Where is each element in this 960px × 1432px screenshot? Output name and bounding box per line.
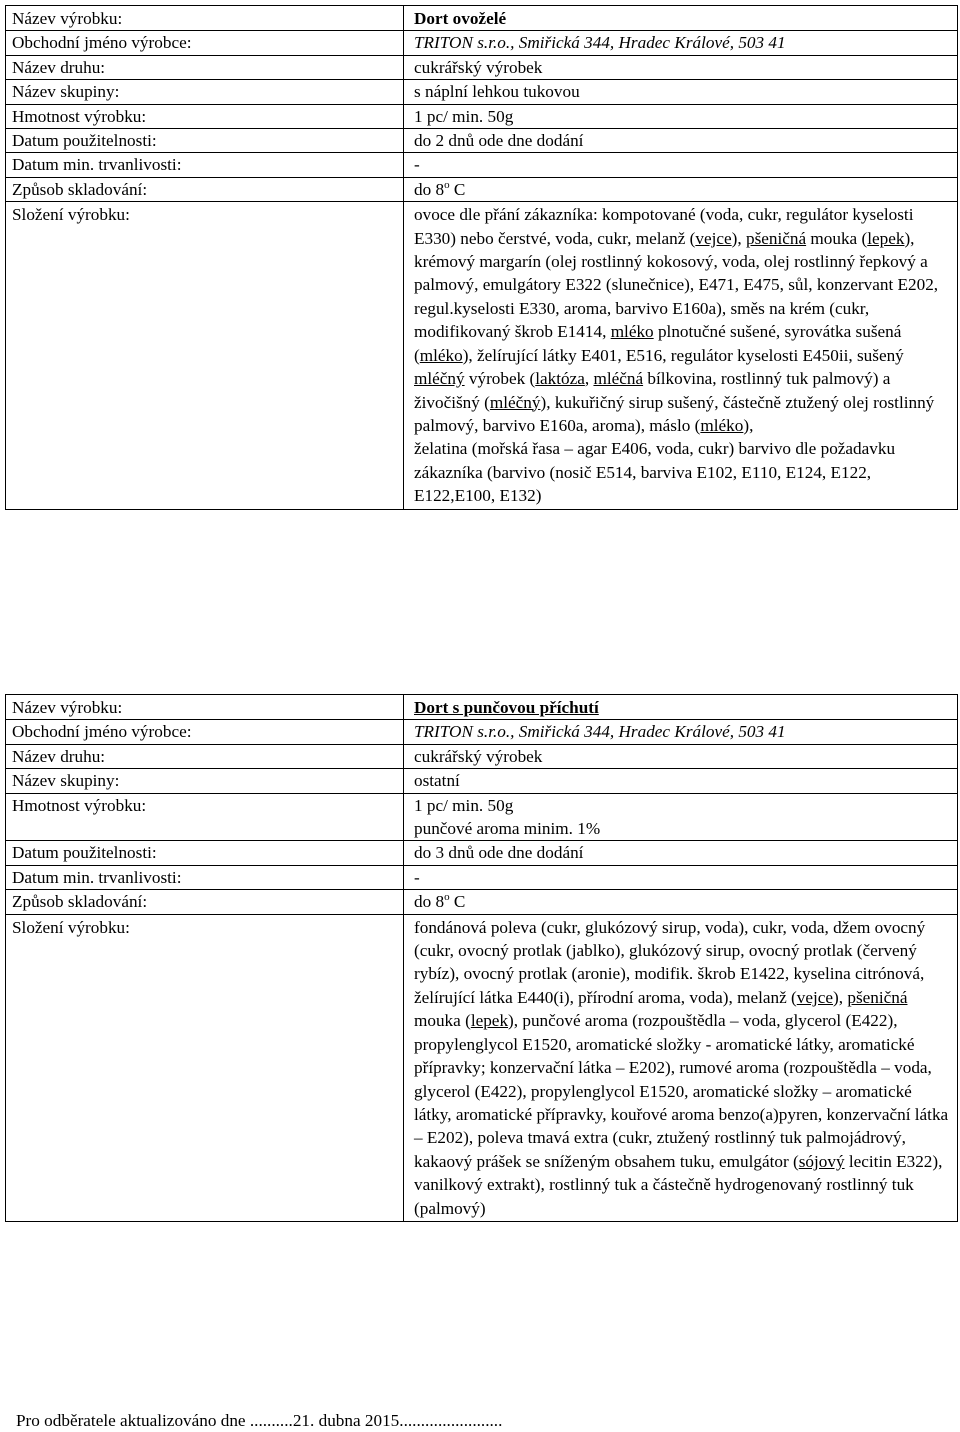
allergen: vejce bbox=[796, 987, 834, 1007]
weight-line-2: punčové aroma minim. 1% bbox=[414, 819, 601, 839]
manufacturer: TRITON s.r.o., Smiřická 344, Hradec Králové, 503 41 bbox=[404, 720, 958, 744]
best-before-value: - bbox=[404, 153, 958, 177]
row-manufacturer bbox=[6, 720, 958, 744]
row-product-name bbox=[6, 6, 958, 31]
label: Způsob skladování: bbox=[6, 177, 404, 201]
label: Složení výrobku: bbox=[6, 914, 404, 1221]
label: Název druhu: bbox=[6, 744, 404, 768]
composition-text: fondánová poleva (cukr, glukózový sirup, voda), cukr, voda, džem ovocný (cukr, ovocný protlak (jablko), glukózový sirup, ovocný protlak (červený rybíz), ovocný protlak (aronie), modifik. škrob E1422, kyselina citrónová, želírující látka E440(i), přírodní aroma, voda), melanž (vejce), pšeničná mouka (lepek), punčové aroma (rozpouštědla – voda, glycerol (E422), propylenglycol E1520, aromatické složky - aromatické látky, aromatické přípravky; konzervační látka – E202), rumové aroma (rozpouštědla – voda, glycerol (E422), propylenglycol E1520, aromatické složky – aromatické látky, aromatické přípravky, kouřové aroma benzo(a)pyren, konzervační látka – E202), poleva tmavá extra (cukr, ztužený rostlinný tuk palmojádrový, kakaový prášek se sníženým obsahem tuku, emulgátor (sójový lecitin E322), vanilkový extrakt), rostlinný tuk a částečně hydrogenovaný rostlinný tuk (palmový) bbox=[404, 914, 958, 1221]
allergen: laktóza bbox=[535, 369, 585, 389]
weight-value: 1 pc/ min. 50g bbox=[404, 104, 958, 128]
row-composition bbox=[6, 202, 958, 509]
label: Název skupiny: bbox=[6, 769, 404, 793]
allergen: mléčný bbox=[414, 369, 465, 389]
row-use-by bbox=[6, 129, 958, 153]
storage-pre: do 8 bbox=[414, 892, 445, 912]
row-group bbox=[6, 80, 958, 104]
use-by-value: do 2 dnů ode dne dodání bbox=[404, 129, 958, 153]
label: Obchodní jméno výrobce: bbox=[6, 720, 404, 744]
group-value: ostatní bbox=[404, 769, 958, 793]
row-product-name bbox=[6, 695, 958, 720]
label: Datum použitelnosti: bbox=[6, 841, 404, 865]
allergen: mléko bbox=[610, 322, 654, 342]
best-before-value: - bbox=[404, 865, 958, 889]
update-footer: Pro odběratele aktualizováno dne ..........21. dubna 2015........................ bbox=[16, 1411, 503, 1430]
row-use-by bbox=[6, 841, 958, 865]
label: Název druhu: bbox=[6, 55, 404, 79]
label: Hmotnost výrobku: bbox=[6, 104, 404, 128]
type-value: cukrářský výrobek bbox=[404, 55, 958, 79]
row-weight bbox=[6, 793, 958, 841]
product-sheet-puncova bbox=[5, 694, 958, 1222]
row-group bbox=[6, 769, 958, 793]
label: Název výrobku: bbox=[6, 6, 404, 31]
weight-line-1: 1 pc/ min. 50g bbox=[414, 795, 514, 815]
label: Hmotnost výrobku: bbox=[6, 793, 404, 841]
storage-value bbox=[404, 890, 958, 914]
label: Složení výrobku: bbox=[6, 202, 404, 509]
allergen: sójový bbox=[798, 1151, 845, 1171]
row-composition bbox=[6, 914, 958, 1221]
row-storage bbox=[6, 890, 958, 914]
label: Obchodní jméno výrobce: bbox=[6, 31, 404, 55]
allergen: lepek bbox=[470, 1011, 509, 1031]
product-sheet-ovozele bbox=[5, 5, 958, 510]
allergen: pšeničná bbox=[745, 228, 807, 248]
type-value: cukrářský výrobek bbox=[404, 744, 958, 768]
label: Způsob skladování: bbox=[6, 890, 404, 914]
row-type bbox=[6, 744, 958, 768]
label: Datum min. trvanlivosti: bbox=[6, 153, 404, 177]
storage-value bbox=[404, 177, 958, 201]
row-type bbox=[6, 55, 958, 79]
allergen: mléčný bbox=[489, 392, 541, 412]
row-best-before bbox=[6, 153, 958, 177]
storage-pre: do 8 bbox=[414, 179, 445, 199]
allergen: lepek bbox=[867, 228, 905, 248]
use-by-value: do 3 dnů ode dne dodání bbox=[404, 841, 958, 865]
allergen: mléko bbox=[419, 345, 463, 365]
row-storage bbox=[6, 177, 958, 201]
row-best-before bbox=[6, 865, 958, 889]
allergen: vejce bbox=[695, 228, 732, 248]
allergen: pšeničná bbox=[847, 987, 908, 1007]
weight-value bbox=[404, 793, 958, 841]
allergen: mléčná bbox=[593, 369, 644, 389]
composition-text: ovoce dle přání zákazníka: kompotované (voda, cukr, regulátor kyselosti E330) nebo čerstvé, voda, cukr, melanž (vejce), pšeničná mouka (lepek), krémový margarín (olej rostlinný kokosový, voda, olej rostlinný řepkový a palmový, emulgátory E322 (slunečnice), E471, E475, sůl, konzervant E202, regul.kyselosti E330, aroma, barvivo E160a), směs na krém (cukr, modifikovaný škrob E1414, mléko plnotučné sušené, syrovátka sušená (mléko), želírující látky E401, E516, regulátor kyselosti E450ii, sušený mléčný výrobek (laktóza, mléčná bílkovina, rostlinný tuk palmový) a živočišný (mléčný), kukuřičný sirup sušený, částečně ztužený olej rostlinný palmový, barvivo E160a, aroma), máslo (mléko), želatina (mořská řasa – agar E406, voda, cukr) barvivo dle požadavku zákazníka (barvivo (nosič E514, barviva E102, E110, E124, E122, E122,E100, E132) bbox=[404, 202, 958, 509]
degree-sup: o bbox=[444, 891, 450, 904]
storage-post: C bbox=[449, 892, 466, 912]
row-weight bbox=[6, 104, 958, 128]
product-name: Dort ovoželé bbox=[404, 6, 958, 31]
label: Název skupiny: bbox=[6, 80, 404, 104]
label: Název výrobku: bbox=[6, 695, 404, 720]
allergen: mléko bbox=[700, 415, 744, 435]
label: Datum použitelnosti: bbox=[6, 129, 404, 153]
group-value: s náplní lehkou tukovou bbox=[404, 80, 958, 104]
row-manufacturer bbox=[6, 31, 958, 55]
storage-post: C bbox=[449, 179, 466, 199]
product-name: Dort s punčovou příchutí bbox=[404, 695, 958, 720]
degree-sup: o bbox=[444, 178, 450, 191]
manufacturer: TRITON s.r.o., Smiřická 344, Hradec Králové, 503 41 bbox=[404, 31, 958, 55]
label: Datum min. trvanlivosti: bbox=[6, 865, 404, 889]
